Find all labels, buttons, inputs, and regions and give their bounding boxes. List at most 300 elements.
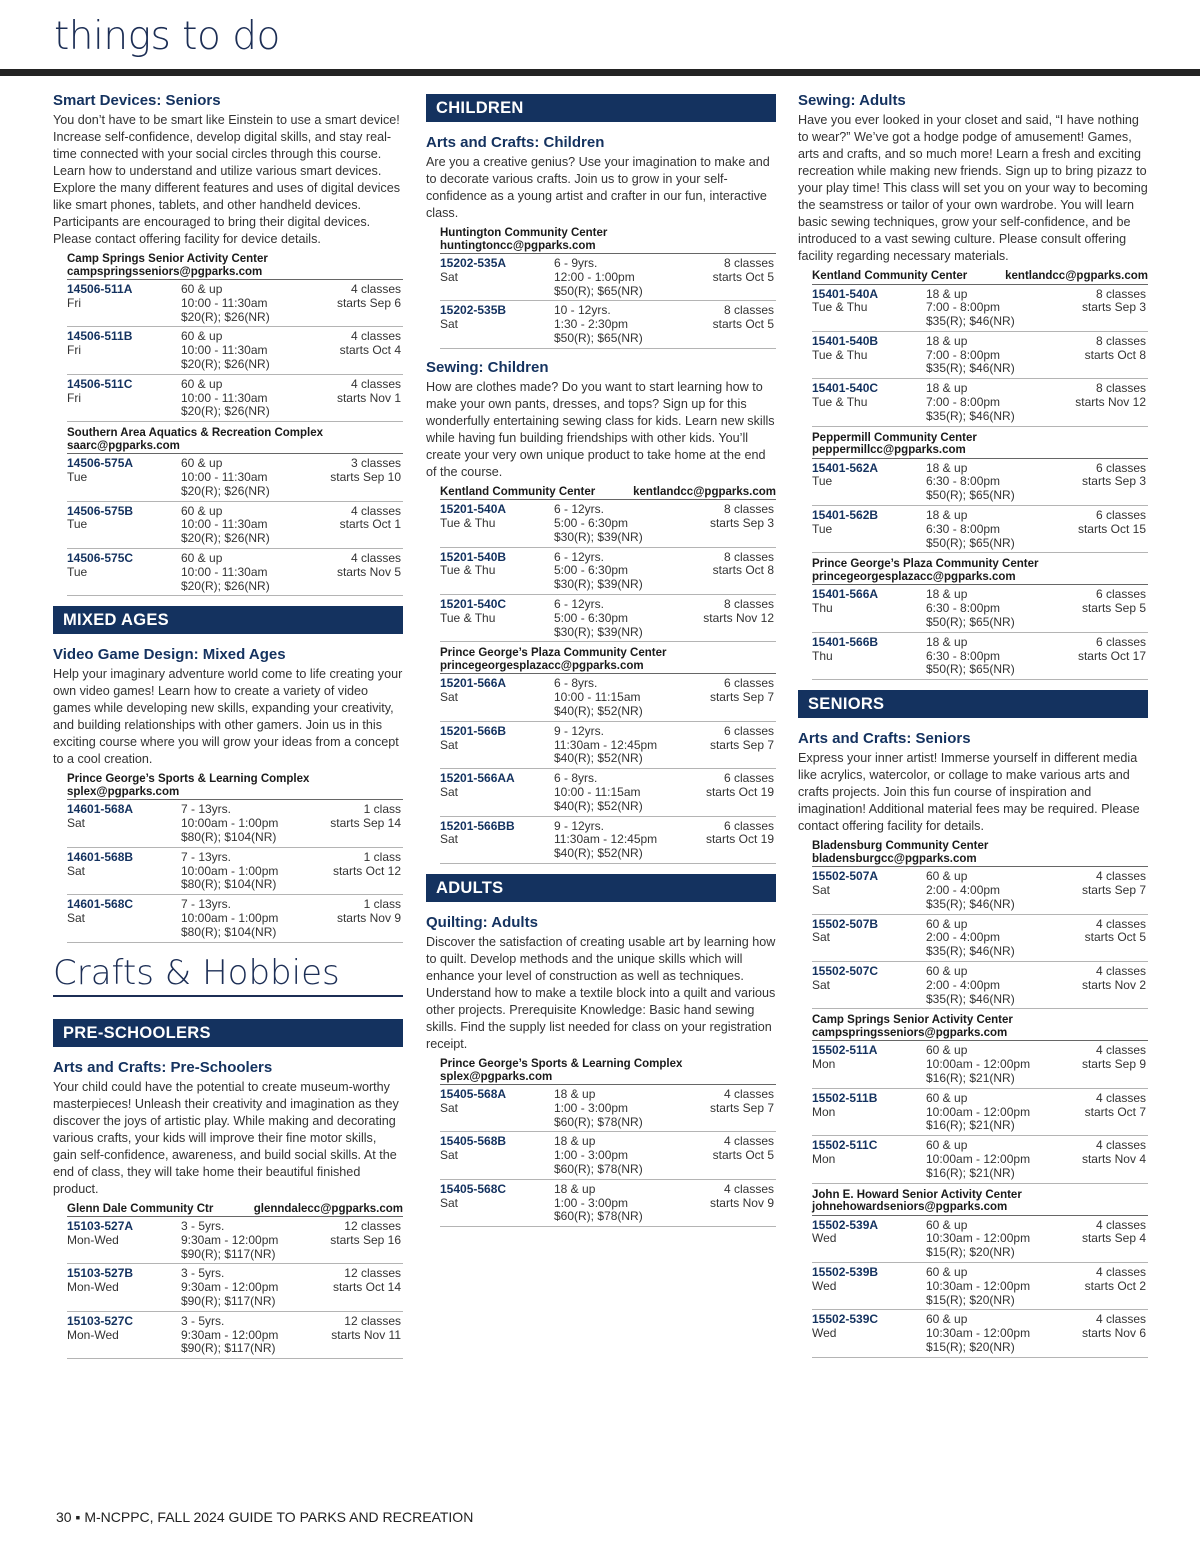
session-time: 10:00 - 11:30am <box>181 517 268 532</box>
session-age: 60 & up <box>926 1090 968 1105</box>
facility-email: kentlandcc@pgparks.com <box>633 485 776 498</box>
session-row <box>812 915 1148 962</box>
session-age: 10 - 12yrs. <box>554 303 611 318</box>
session-code: 15401-562B <box>812 508 879 523</box>
session-fee: $40(R); $52(NR) <box>554 704 643 719</box>
session-day: Sat <box>440 832 459 847</box>
header-rule <box>0 69 1200 76</box>
session-count-cell <box>1082 1139 1146 1180</box>
session-detail-cell <box>181 457 330 498</box>
session-count-cell <box>706 820 774 861</box>
session-start: starts Sep 3 <box>1081 474 1146 489</box>
session-fee: $40(R); $52(NR) <box>554 751 643 766</box>
session-time: 5:00 - 6:30pm <box>554 610 629 625</box>
session-time: 10:00 - 11:30am <box>181 564 268 579</box>
session-fee: $30(R); $39(NR) <box>554 529 643 544</box>
session-detail-cell <box>181 1315 331 1356</box>
session-code: 15401-540B <box>812 333 879 348</box>
session-code: 15502-507C <box>812 964 879 979</box>
session-row <box>67 1264 403 1311</box>
session-row <box>812 962 1148 1009</box>
session-start: starts Oct 1 <box>339 517 401 532</box>
facility-email: splex@pgparks.com <box>67 785 180 798</box>
facility-email: princegeorgesplazacc@pgparks.com <box>812 570 1016 583</box>
session-code-cell <box>67 803 181 844</box>
session-start: starts Sep 7 <box>1081 883 1146 898</box>
session-code: 15201-566AA <box>440 771 515 786</box>
session-code: 15103-527B <box>67 1266 134 1281</box>
session-code-cell <box>812 1266 926 1307</box>
session-fee: $35(R); $46(NR) <box>926 361 1015 376</box>
session-row <box>67 549 403 596</box>
session-detail-cell <box>554 1088 710 1129</box>
session-day: Tue <box>67 469 88 484</box>
session-count-cell <box>1082 1044 1146 1085</box>
session-row <box>812 332 1148 379</box>
session-detail-cell <box>926 335 1085 376</box>
session-day: Tue <box>67 564 88 579</box>
page-header <box>0 0 1200 78</box>
course-title: Arts and Crafts: Pre-Schoolers <box>53 1058 273 1076</box>
session-detail-cell <box>554 503 710 544</box>
session-row <box>67 895 403 942</box>
session-age: 18 & up <box>926 587 968 602</box>
session-start: starts Sep 3 <box>1081 300 1146 315</box>
session-code: 15103-527A <box>67 1219 134 1234</box>
session-count: 4 classes <box>350 329 401 344</box>
session-count-cell <box>1085 1092 1146 1133</box>
session-row <box>440 1085 776 1132</box>
session-start: starts Nov 12 <box>703 610 774 625</box>
session-age: 18 & up <box>554 1134 596 1149</box>
session-fee: $60(R); $78(NR) <box>554 1209 643 1224</box>
session-start: starts Sep 6 <box>336 295 401 310</box>
session-detail-cell <box>181 1220 330 1261</box>
session-fee: $15(R); $20(NR) <box>926 1339 1015 1354</box>
session-count-cell <box>1082 965 1146 1006</box>
session-code-cell <box>812 335 926 376</box>
session-count-cell <box>1085 1266 1146 1307</box>
session-day: Tue & Thu <box>440 516 496 531</box>
session-day: Sat <box>440 1100 459 1115</box>
session-code: 15201-566BB <box>440 818 515 833</box>
session-detail-cell <box>554 772 706 813</box>
session-start: starts Sep 16 <box>330 1232 401 1247</box>
session-start: starts Oct 12 <box>332 863 401 878</box>
session-count: 8 classes <box>723 597 774 612</box>
session-count: 4 classes <box>1095 1138 1146 1153</box>
session-age: 6 - 8yrs. <box>554 676 598 691</box>
session-age: 6 - 12yrs. <box>554 502 605 517</box>
session-count-cell <box>1082 462 1146 503</box>
session-row <box>812 1041 1148 1088</box>
session-time: 10:00am - 1:00pm <box>181 816 279 831</box>
session-day: Wed <box>812 1231 837 1246</box>
session-row <box>440 1180 776 1227</box>
session-fee: $35(R); $46(NR) <box>926 896 1015 911</box>
session-fee: $40(R); $52(NR) <box>554 846 643 861</box>
session-day: Sat <box>440 317 459 332</box>
session-day: Sat <box>812 883 831 898</box>
session-detail-cell <box>926 1044 1082 1085</box>
session-fee: $60(R); $78(NR) <box>554 1114 643 1129</box>
session-detail-cell <box>554 257 713 298</box>
session-age: 60 & up <box>181 456 223 471</box>
section-banner: MIXED AGES <box>53 606 403 634</box>
facility-name: Peppermill Community Center <box>812 431 977 444</box>
session-code-cell <box>67 552 181 593</box>
session-count-cell <box>337 552 401 593</box>
session-age: 3 - 5yrs. <box>181 1266 225 1281</box>
facility-header <box>440 645 776 674</box>
facility-header <box>440 484 776 501</box>
session-row <box>440 817 776 864</box>
session-time: 10:00 - 11:30am <box>181 469 268 484</box>
session-count: 6 classes <box>1095 587 1146 602</box>
session-age: 60 & up <box>181 376 223 391</box>
facility-header <box>812 430 1148 459</box>
session-start: starts Oct 19 <box>705 785 774 800</box>
session-age: 60 & up <box>926 1138 968 1153</box>
session-code: 14506-575A <box>67 456 134 471</box>
session-detail-cell <box>926 382 1075 423</box>
session-code: 15405-568B <box>440 1134 507 1149</box>
session-row <box>440 301 776 348</box>
session-code-cell <box>67 457 181 498</box>
course-listing <box>426 914 776 1227</box>
session-start: starts Sep 7 <box>709 690 774 705</box>
session-day: Sat <box>440 737 459 752</box>
session-code: 15502-511A <box>812 1043 878 1058</box>
session-fee: $30(R); $39(NR) <box>554 624 643 639</box>
facility-email: peppermillcc@pgparks.com <box>812 444 966 457</box>
session-code: 14506-511B <box>67 329 133 344</box>
session-time: 9:30am - 12:00pm <box>181 1232 279 1247</box>
session-row <box>440 254 776 301</box>
session-code-cell <box>812 1219 926 1260</box>
facility-name: Bladensburg Community Center <box>812 840 989 853</box>
session-code: 14601-568C <box>67 897 134 912</box>
course-title: Quilting: Adults <box>426 914 538 932</box>
session-day: Tue <box>812 474 833 489</box>
session-day: Fri <box>67 390 81 405</box>
session-detail-cell <box>181 330 340 371</box>
session-code-cell <box>67 330 181 371</box>
facility-header <box>812 556 1148 585</box>
session-time: 1:00 - 3:00pm <box>554 1195 629 1210</box>
session-row <box>67 375 403 422</box>
session-age: 18 & up <box>554 1181 596 1196</box>
session-count-cell <box>710 677 774 718</box>
session-start: starts Nov 2 <box>1081 977 1146 992</box>
session-count-cell <box>706 772 774 813</box>
course-description: Discover the satisfaction of creating usable art by learning how to quilt. Develop methods and the unique skills which will enhance your level of construction as well as techniques. Understand how to make a textile block into a quilt and various other projects. Prerequisite Knowledge: Basic hand sewing skills. Find the supply list needed for class on your registration receipt. <box>426 935 776 1052</box>
session-row <box>812 1216 1148 1263</box>
facility-header <box>440 1056 776 1085</box>
session-count: 6 classes <box>1095 460 1146 475</box>
session-code: 15201-540C <box>440 597 507 612</box>
session-age: 6 - 8yrs. <box>554 771 598 786</box>
session-fee: $60(R); $78(NR) <box>554 1162 643 1176</box>
session-code: 15201-566B <box>440 723 507 738</box>
session-fee: $35(R); $46(NR) <box>926 314 1015 329</box>
course-description: Have you ever looked in your closet and said, “I have nothing to wear?” We’ve got a hodge podge of amusement! Games, arts and crafts, and so much more! Learn a fresh and exciting recreation while making new friends. Sign up to bring pizazz to your play time! This class will set you on your way to becoming the seamstress or tailor of your own wardrobe. You will learn basic sewing techniques, grow your self-confidence, and be introduced to a vast sewing culture. Please consult offering facility regarding necessary materials. <box>798 113 1148 263</box>
session-age: 60 & up <box>926 1217 968 1232</box>
session-detail-cell <box>554 551 713 592</box>
session-code: 14601-568B <box>67 849 134 864</box>
session-start: starts Oct 4 <box>339 343 401 358</box>
session-row <box>812 1089 1148 1136</box>
session-start: starts Oct 19 <box>705 832 774 847</box>
column-middle <box>426 92 776 1237</box>
session-fee: $50(R); $65(NR) <box>926 662 1015 677</box>
session-count: 8 classes <box>723 502 774 517</box>
session-fee: $15(R); $20(NR) <box>926 1292 1015 1307</box>
session-detail-cell <box>181 803 330 844</box>
session-day: Wed <box>812 1278 837 1293</box>
session-row <box>67 848 403 895</box>
session-code: 15103-527C <box>67 1313 134 1328</box>
facility-header <box>440 225 776 254</box>
session-fee: $35(R); $46(NR) <box>926 408 1015 423</box>
course-description: How are clothes made? Do you want to start learning how to make your own pants, dresses, and tops? Sign up for this wonderfully entertaining sewing class for kids. Learn new skills while having fun building friendships with other kids. You’ll create your very own unique product to take home at the end of the course. <box>426 379 775 479</box>
session-day: Mon-Wed <box>67 1327 119 1342</box>
session-fee: $40(R); $52(NR) <box>554 798 643 813</box>
course-title: Video Game Design: Mixed Ages <box>53 646 286 664</box>
session-fee: $20(R); $26(NR) <box>181 483 270 498</box>
session-code-cell <box>812 870 926 911</box>
course-listing <box>798 92 1148 680</box>
session-fee: $20(R); $26(NR) <box>181 578 270 593</box>
session-count: 6 classes <box>723 676 774 691</box>
session-code-cell <box>440 725 554 766</box>
facility-name: Prince George’s Plaza Community Center <box>812 558 1039 571</box>
session-time: 6:30 - 8:00pm <box>926 601 1001 616</box>
session-code-cell <box>440 598 554 639</box>
session-code-cell <box>440 820 554 861</box>
session-age: 60 & up <box>181 503 223 518</box>
session-code: 15201-540B <box>440 549 507 564</box>
session-code-cell <box>812 918 926 959</box>
facility-header <box>67 425 403 454</box>
session-day: Sat <box>440 269 459 284</box>
session-day: Sat <box>67 863 86 878</box>
session-code-cell <box>67 283 181 324</box>
session-detail-cell <box>926 1266 1085 1307</box>
session-count-cell <box>710 725 774 766</box>
session-time: 9:30am - 12:00pm <box>181 1327 279 1342</box>
session-row <box>440 500 776 547</box>
session-day: Mon <box>812 1057 836 1072</box>
session-age: 60 & up <box>181 282 223 296</box>
session-day: Tue & Thu <box>812 347 868 362</box>
session-code: 15401-566A <box>812 587 879 602</box>
session-count-cell <box>1082 1313 1146 1354</box>
session-start: starts Nov 1 <box>336 390 401 405</box>
session-code: 15502-507B <box>812 916 879 931</box>
session-count: 12 classes <box>344 1219 401 1234</box>
session-age: 60 & up <box>926 916 968 931</box>
session-time: 12:00 - 1:00pm <box>554 269 635 284</box>
session-start: starts Nov 12 <box>1075 395 1146 410</box>
session-detail-cell <box>926 918 1085 959</box>
session-day: Sat <box>440 1148 459 1163</box>
session-start: starts Sep 7 <box>709 737 774 752</box>
session-code-cell <box>440 503 554 544</box>
session-count-cell <box>1082 588 1146 629</box>
session-time: 10:00 - 11:15am <box>554 690 641 705</box>
session-code: 14506-511A <box>67 282 133 296</box>
session-age: 60 & up <box>926 1264 968 1279</box>
session-time: 1:30 - 2:30pm <box>554 317 629 332</box>
session-time: 7:00 - 8:00pm <box>926 347 1001 362</box>
session-detail-cell <box>554 598 703 639</box>
facility-name: Prince George’s Sports & Learning Complex <box>440 1058 683 1071</box>
session-count: 4 classes <box>350 503 401 518</box>
session-detail-cell <box>554 1135 713 1176</box>
session-code-cell <box>812 1139 926 1180</box>
session-count: 8 classes <box>1095 381 1146 396</box>
session-detail-cell <box>926 965 1082 1006</box>
session-detail-cell <box>926 636 1078 677</box>
session-start: starts Oct 5 <box>712 317 774 332</box>
session-detail-cell <box>926 588 1082 629</box>
session-start: starts Oct 8 <box>712 563 774 578</box>
session-start: starts Sep 4 <box>1081 1231 1146 1246</box>
session-age: 9 - 12yrs. <box>554 818 605 833</box>
facility-email: campspringsseniors@pgparks.com <box>812 1026 1008 1039</box>
section-title: Crafts & Hobbies <box>53 953 403 997</box>
session-start: starts Oct 5 <box>1084 930 1146 945</box>
session-fee: $50(R); $65(NR) <box>554 330 643 345</box>
session-code-cell <box>812 288 926 329</box>
session-count-cell <box>710 503 774 544</box>
session-code-cell <box>440 772 554 813</box>
session-age: 18 & up <box>926 634 968 649</box>
session-code-cell <box>812 1044 926 1085</box>
session-code: 15401-566B <box>812 634 879 649</box>
facility-email: bladensburgcc@pgparks.com <box>812 852 977 865</box>
course-title: Sewing: Adults <box>798 92 906 109</box>
session-row <box>812 1136 1148 1183</box>
session-start: starts Oct 2 <box>1084 1278 1146 1293</box>
session-row <box>812 1263 1148 1310</box>
session-code-cell <box>67 1315 181 1356</box>
session-row <box>812 285 1148 332</box>
session-count: 8 classes <box>1095 286 1146 301</box>
session-time: 6:30 - 8:00pm <box>926 521 1001 536</box>
session-age: 18 & up <box>926 286 968 301</box>
session-time: 7:00 - 8:00pm <box>926 300 1001 315</box>
session-fee: $20(R); $26(NR) <box>181 356 270 371</box>
session-code: 15202-535A <box>440 256 507 270</box>
session-code-cell <box>440 677 554 718</box>
session-start: starts Sep 7 <box>709 1100 774 1115</box>
session-row <box>440 674 776 721</box>
session-time: 1:00 - 3:00pm <box>554 1100 629 1115</box>
session-time: 6:30 - 8:00pm <box>926 648 1001 663</box>
session-code-cell <box>440 551 554 592</box>
session-count-cell <box>1078 509 1146 550</box>
session-start: starts Oct 8 <box>1084 347 1146 362</box>
session-start: starts Nov 4 <box>1081 1151 1146 1166</box>
session-start: starts Oct 5 <box>712 1148 774 1163</box>
session-time: 2:00 - 4:00pm <box>926 883 1001 898</box>
session-fee: $80(R); $104(NR) <box>181 829 277 844</box>
session-detail-cell <box>554 725 710 766</box>
session-fee: $20(R); $26(NR) <box>181 531 270 546</box>
session-day: Sat <box>812 930 831 945</box>
session-detail-cell <box>554 820 706 861</box>
session-row <box>812 633 1148 680</box>
session-row <box>440 548 776 595</box>
session-count-cell <box>710 1088 774 1129</box>
facility-name: Huntington Community Center <box>440 227 608 239</box>
session-count-cell <box>1082 1219 1146 1260</box>
session-age: 60 & up <box>926 1312 968 1327</box>
session-fee: $15(R); $20(NR) <box>926 1245 1015 1260</box>
session-fee: $16(R); $21(NR) <box>926 1165 1015 1180</box>
facility-name: Southern Area Aquatics & Recreation Complex <box>67 427 324 440</box>
course-description: Your child could have the potential to create museum-worthy masterpieces! Unleash their creativity and imagination as they discover the joys of artistic play. While making and decorating various crafts, your kids will improve their fine motor skills, gain self-confidence, awareness, and build social skills. At the end of class, they will take home their beautiful finished product. <box>53 1079 399 1196</box>
facility-header <box>812 838 1148 867</box>
session-detail-cell <box>181 378 337 419</box>
session-time: 2:00 - 4:00pm <box>926 930 1001 945</box>
session-day: Mon <box>812 1151 836 1166</box>
facility-email: campspringsseniors@pgparks.com <box>67 265 263 278</box>
session-day: Sat <box>440 1195 459 1210</box>
facility-name: Kentland Community Center <box>440 485 596 498</box>
session-code: 15201-540A <box>440 502 507 517</box>
session-time: 9:30am - 12:00pm <box>181 1280 279 1295</box>
session-count-cell <box>333 1267 401 1308</box>
session-count: 3 classes <box>350 456 401 471</box>
session-detail-cell <box>181 898 337 939</box>
session-code: 15502-507A <box>812 869 879 884</box>
course-listing <box>426 359 776 864</box>
session-start: starts Sep 10 <box>330 469 401 484</box>
session-count: 4 classes <box>1095 1043 1146 1058</box>
session-code: 15405-568A <box>440 1087 507 1102</box>
session-count-cell <box>713 304 774 345</box>
facility-email: saarc@pgparks.com <box>67 439 180 452</box>
session-age: 18 & up <box>926 460 968 475</box>
session-code-cell <box>440 304 554 345</box>
page-title: things to do <box>54 14 280 59</box>
session-code: 15401-540A <box>812 286 879 301</box>
session-age: 18 & up <box>926 381 968 396</box>
session-count-cell <box>340 330 401 371</box>
session-row <box>440 595 776 642</box>
session-time: 10:00 - 11:30am <box>181 390 268 405</box>
session-row <box>440 769 776 816</box>
session-day: Mon-Wed <box>67 1280 119 1295</box>
column-left <box>53 92 403 1369</box>
session-code: 15502-511B <box>812 1090 878 1105</box>
session-code: 15401-562A <box>812 460 879 475</box>
session-code: 14506-575B <box>67 503 134 518</box>
session-day: Tue & Thu <box>440 610 496 625</box>
section-banner: PRE-SCHOOLERS <box>53 1019 403 1047</box>
session-count: 8 classes <box>723 303 774 318</box>
session-row <box>67 1312 403 1359</box>
session-code-cell <box>812 462 926 503</box>
session-row <box>812 459 1148 506</box>
session-age: 18 & up <box>926 333 968 348</box>
session-age: 60 & up <box>926 869 968 884</box>
session-age: 7 - 13yrs. <box>181 802 232 817</box>
session-count: 8 classes <box>1095 333 1146 348</box>
